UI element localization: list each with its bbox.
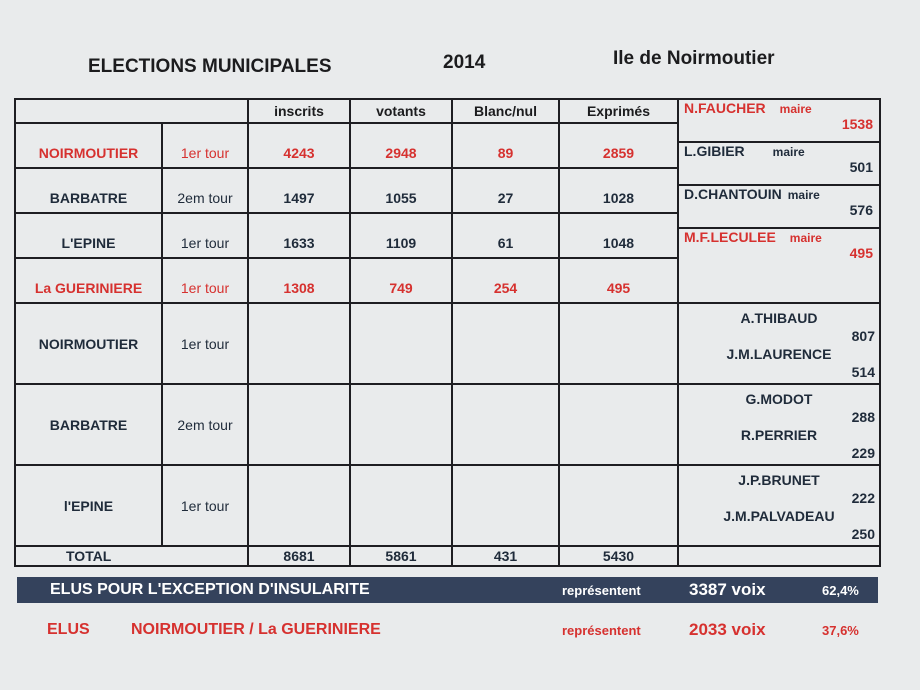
candidate-name: N.FAUCHER: [684, 100, 766, 116]
col-header-inscrits: inscrits: [248, 99, 350, 123]
votants-value: 2948: [350, 123, 452, 168]
candidate-name: A.THIBAUD: [740, 309, 818, 326]
exprimes-value: 1048: [559, 213, 678, 258]
empty-cell: [350, 303, 452, 384]
mayor-cell-epine: [679, 186, 879, 229]
header-row: [15, 99, 880, 123]
total-blanc-nul: 431: [452, 546, 559, 566]
role-label: maire: [787, 188, 820, 202]
total-row: [15, 546, 880, 566]
candidate-votes: 1538: [841, 116, 873, 132]
opposition-cell: [678, 465, 880, 546]
total-blank-cell: [678, 546, 880, 566]
inscrits-value: 1497: [248, 168, 350, 213]
candidate-votes: 495: [849, 245, 873, 261]
results-table: [14, 98, 881, 567]
role-label: maire: [772, 145, 805, 159]
total-inscrits: 8681: [248, 546, 350, 566]
empty-cell: [452, 303, 559, 384]
candidate-votes: 514: [851, 363, 875, 380]
exprimes-value: 495: [559, 258, 678, 303]
total-exprimes: 5430: [559, 546, 678, 566]
summary-represent: représentent: [562, 582, 641, 598]
candidate-name: J.P.BRUNET: [738, 471, 820, 488]
commune-name: BARBATRE: [15, 168, 162, 213]
inscrits-value: 4243: [248, 123, 350, 168]
candidate-votes: 501: [849, 159, 873, 175]
table-row: [15, 303, 880, 384]
round-label: 1er tour: [162, 303, 248, 384]
exprimes-value: 2859: [559, 123, 678, 168]
total-label: TOTAL: [15, 546, 248, 566]
empty-cell: [248, 465, 350, 546]
document-title: ELECTIONS MUNICIPALES: [88, 56, 332, 77]
mayor-cell-gueriniere: [679, 229, 879, 267]
summary-percent: 37,6%: [822, 622, 859, 638]
candidate-votes: 229: [851, 444, 875, 461]
election-year: 2014: [443, 52, 486, 73]
candidate-name: R.PERRIER: [740, 426, 818, 443]
opposition-cell: [678, 303, 880, 384]
votants-value: 749: [350, 258, 452, 303]
header-blank-cell: [15, 99, 248, 123]
empty-cell: [248, 303, 350, 384]
empty-cell: [350, 384, 452, 465]
commune-name: L'EPINE: [15, 213, 162, 258]
summary-represent: représentent: [562, 622, 641, 638]
role-label: maire: [779, 102, 812, 116]
summary-label-elus: ELUS: [47, 621, 90, 638]
col-header-blanc-nul: Blanc/nul: [452, 99, 559, 123]
summary-band-insularite: [17, 577, 878, 603]
empty-cell: [248, 384, 350, 465]
round-label: 1er tour: [162, 258, 248, 303]
candidate-name: M.F.LECULEE: [684, 229, 776, 245]
total-votants: 5861: [350, 546, 452, 566]
summary-percent: 62,4%: [822, 582, 859, 598]
candidate-votes: 288: [851, 408, 875, 425]
commune-name: La GUERINIERE: [15, 258, 162, 303]
col-header-votants: votants: [350, 99, 452, 123]
round-label: 1er tour: [162, 465, 248, 546]
empty-cell: [559, 465, 678, 546]
round-label: 1er tour: [162, 123, 248, 168]
table-row: [15, 465, 880, 546]
mayor-cell-noirmoutier: [679, 100, 879, 143]
votants-value: 1055: [350, 168, 452, 213]
candidate-name: D.CHANTOUIN: [684, 186, 782, 202]
summary-voix: 2033 voix: [689, 620, 766, 639]
round-label: 2em tour: [162, 168, 248, 213]
commune-name: l'EPINE: [15, 465, 162, 546]
summary-label-communes: NOIRMOUTIER / La GUERINIERE: [131, 621, 381, 638]
commune-name: NOIRMOUTIER: [15, 123, 162, 168]
round-label: 2em tour: [162, 384, 248, 465]
candidate-name: L.GIBIER: [684, 143, 745, 159]
blanc-nul-value: 61: [452, 213, 559, 258]
candidate-name: J.M.LAURENCE: [726, 345, 832, 362]
candidate-votes: 576: [849, 202, 873, 218]
inscrits-value: 1633: [248, 213, 350, 258]
candidate-votes: 250: [851, 525, 875, 542]
round-label: 1er tour: [162, 213, 248, 258]
role-label: maire: [789, 231, 822, 245]
votants-value: 1109: [350, 213, 452, 258]
exprimes-value: 1028: [559, 168, 678, 213]
commune-name: BARBATRE: [15, 384, 162, 465]
summary-band-noirmoutier: [17, 617, 878, 643]
empty-cell: [452, 384, 559, 465]
candidate-name: J.M.PALVADEAU: [723, 507, 835, 524]
col-header-exprimes: Exprimés: [559, 99, 678, 123]
commune-name: NOIRMOUTIER: [15, 303, 162, 384]
blanc-nul-value: 27: [452, 168, 559, 213]
table-row: [15, 384, 880, 465]
summary-label: ELUS POUR L'EXCEPTION D'INSULARITE: [50, 581, 370, 598]
empty-cell: [559, 384, 678, 465]
candidate-votes: 807: [851, 327, 875, 344]
candidate-name: G.MODOT: [745, 390, 813, 407]
opposition-cell: [678, 384, 880, 465]
mayor-column: [678, 99, 880, 303]
location-title: Ile de Noirmoutier: [613, 48, 775, 69]
mayor-cell-barbatre: [679, 143, 879, 186]
inscrits-value: 1308: [248, 258, 350, 303]
blanc-nul-value: 254: [452, 258, 559, 303]
summary-voix: 3387 voix: [689, 580, 766, 599]
candidate-votes: 222: [851, 489, 875, 506]
empty-cell: [559, 303, 678, 384]
blanc-nul-value: 89: [452, 123, 559, 168]
empty-cell: [452, 465, 559, 546]
empty-cell: [350, 465, 452, 546]
